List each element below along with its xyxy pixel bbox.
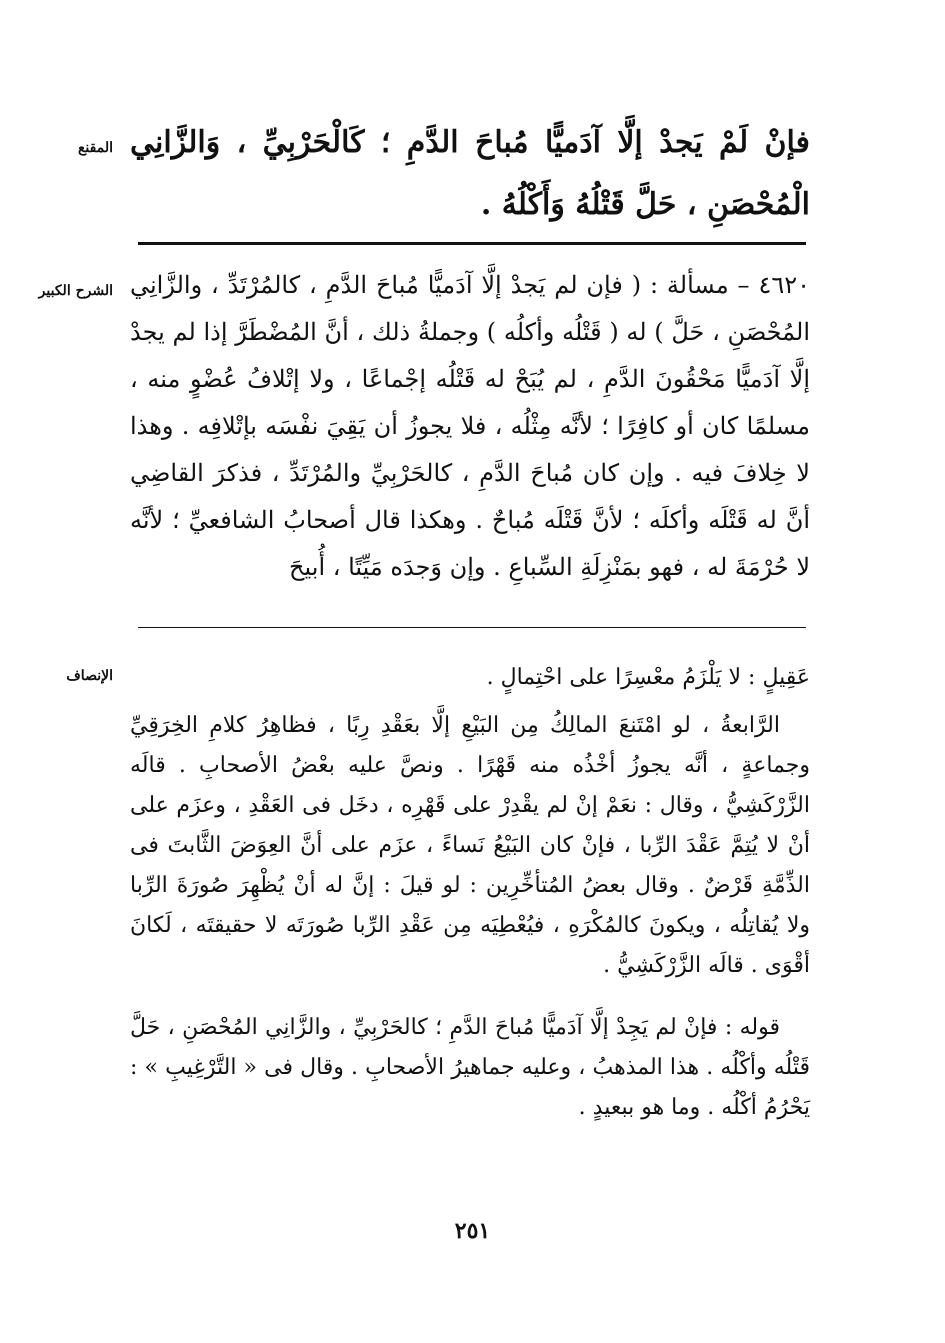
muqni-text-block	[130, 112, 810, 236]
muqni-paragraph: فإنْ لَمْ يَجدْ إلَّا آدَميًّا مُباحَ الدَّمِ ؛ كَالْحَرْبِيِّ ، وَالزَّانِي الْمُحْصَنِ ، حَلَّ قَتْلُهُ وَأَكْلُهُ .	[130, 125, 810, 222]
sharh-kabir-paragraph: ٤٦٢٠ – مسألة : ( فإن لم يَجدْ إلَّا آدَميًّا مُباحَ الدَّمِ ، كالمُرْتَدِّ ، والزَّانِي المُحْصَنِ ، حَلَّ ) له ( قَتْلُه وأكلُه ) وجملةُ ذلك ، أنَّ المُضْطَرَّ إذا لم يجدْ إلَّا آدَميًّا مَحْقُونَ الدَّمِ ، لم يُبَحْ له قَتْلُه إجْماعًا ، ولا إتْلافُ عُضْوٍ منه ، مسلمًا كان أو كافِرًا ؛ لأنَّه مِثْلُه ، فلا يجوزُ أن يَقِيَ نفْسَه بإتْلافِه . وهذا لا خِلافَ فيه . وإن كان مُباحَ الدَّمِ ، كالحَرْبِيِّ والمُرْتَدِّ ، فذكرَ القاضِي أنَّ له قَتْلَه وأكلَه ؛ لأنَّ قَتْلَه مُباحٌ . وهكذا قال أصحابُ الشافعيِّ ؛ لأنَّه لا حُرْمَةَ له ، فهو بمَنْزِلَةِ السِّباعِ . وإن وَجدَه مَيِّتًا ، أُبيحَ	[130, 271, 810, 581]
page-number: ٢٥١	[454, 1218, 491, 1244]
section-label-sharh-kabir: الشرح الكبير	[38, 283, 113, 299]
insaf-text-block	[130, 658, 810, 1128]
insaf-paragraph-3: قوله : فإنْ لم يَجِدْ إلَّا آدَميًّا مُباحَ الدَّمِ ؛ كالحَرْبِيِّ ، والزَّانِي المُحْصَنِ ، حَلَّ قَتْلُه وأكْلُه . هذا المذهبُ ، وعليه جماهيرُ الأصحابِ . وقال فى « التَّرْغِيبِ » : يَحْرُمُ أكْلُه . وما هو ببعيدٍ .	[130, 1015, 810, 1120]
insaf-paragraph-2: الرَّابعةُ ، لو امْتَنعَ المالِكُ مِن البَيْعِ إلَّا بعَقْدِ رِبًا ، فظاهِرُ كلامِ الخِرَقِيِّ وجماعةٍ ، أنَّه يجوزُ أخْذُه منه قَهْرًا . ونصَّ عليه بعْضُ الأصحابِ . قالَه الزَّرْكَشِيُّ ، وقال : نعَمْ إنْ لم يقْدِرْ على قَهْرِه ، دخَل فى العَقْدِ ، وعزَم على أنْ لا يُتِمَّ عَقْدَ الرِّبا ، فإنْ كان البَيْعُ نَساءً ، عزَم على أنَّ العِوَضَ الثَّابتَ فى الذِّمَّةِ قَرْضٌ . وقال بعضُ المُتأخِّرِين : لو قيلَ : إنَّ له أنْ يُظْهِرَ صُورَةَ الرِّبا ولا يُقاتِلُه ، ويكونَ كالمُكْرَهِ ، فيُعْطِيَه مِن عَقْدِ الرِّبا صُورَتَه لا حقيقتَه ، لَكانَ أقْوَى . قالَه الزَّرْكَشِيُّ .	[130, 713, 810, 978]
section-divider-thick	[138, 242, 806, 245]
section-label-insaf: الإنصاف	[66, 668, 113, 684]
section-divider-thin	[138, 627, 806, 628]
sharh-kabir-text-block	[130, 262, 810, 591]
section-label-muqni: المقنع	[77, 140, 113, 156]
insaf-paragraph-1: عَقِيلٍ : لا يَلْزَمُ معْسِرًا على احْتِمالٍ .	[486, 665, 810, 690]
